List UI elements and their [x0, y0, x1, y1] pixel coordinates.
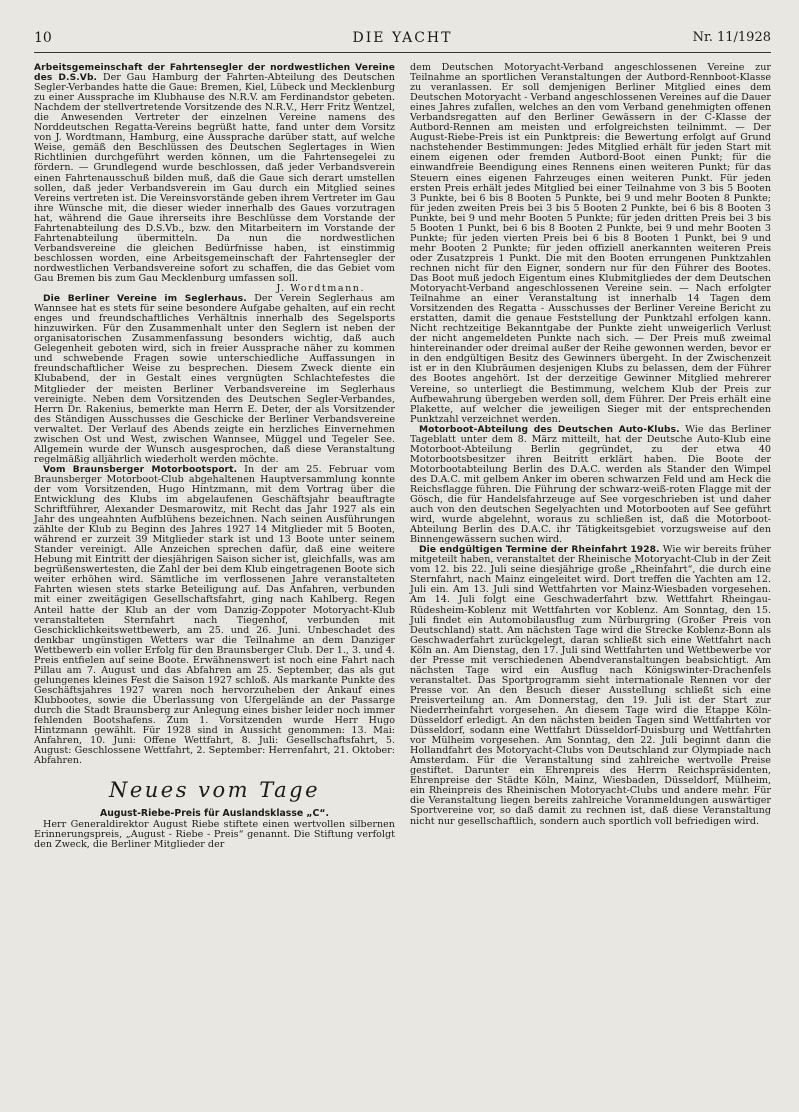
article-body: Der Verein Seglerhaus am Wannsee hat es stets für seine besondere Aufgabe gehalten, auf ein recht enges und freundschaftliches Verhältnis innerhalb des Segelsports hinzuwirken. Für den Zusammenhalt unter den Seglern ist neben der organisatorischen Zusammenfassung besonders wichtig, daß auch Gelegenheit geboten wird, sich in freier Aussprache näher zu kommen und schwebende Fragen sowie unterschiedliche Auffassungen in freundschaftlicher Weise zu besprechen. Diesem Zweck diente ein Klubabend, der in Gestalt eines vergnügten Schlachtefestes die Mitglieder der meisten Berliner Verbandsvereine im Seglerhaus vereinigte. Neben dem Vorsitzenden des Deutschen Segler-Verbandes, Herrn Dr. Rakenius, bemerkte man Herrn E. Deter, der als Vorsitzender des Ständigen Ausschusses die Geschicke der Berliner Verbandsvereine verwaltet. Der Verlauf des Abends zeigte ein herzliches Einvernehmen zwischen Ost und West, zwischen Wannsee, Müggel und Tegeler See. Allgemein wurde der Wunsch ausgesprochen, daß diese Veranstaltung regelmäßig alljährlich wiederholt werden möchte.	[34, 293, 395, 465]
text-columns	[34, 63, 771, 850]
article-heading: August-Riebe-Preis für Auslandsklasse „C“.	[100, 808, 329, 820]
article-riebe-preis: Herr Generaldirektor August Riebe stiftete einen wertvollen silbernen Erinnerungspreis, „August - Riebe - Preis“ genannt. Die Stiftung verfolgt den Zweck, die Berliner Mitglieder der	[34, 819, 395, 851]
article-heading: Arbeitsgemeinschaft der Fahrtensegler der nordwestlichen Vereine des D.S.Vb.	[34, 63, 395, 84]
article-body: In der am 25. Februar vom Braunsberger Motorboot-Club abgehaltenen Hauptversammlung konnte der vom Vorsitzenden, Hugo Hintzmann, mit dem Vortrag über die Entwicklung des Klubs im abgelaufenen Geschäftsjahr beauftragte Schriftführer, Alexander Desmarowitz, mit Recht das Jahr 1927 als ein Jahr des ungeahnten Aufblühens bezeichnen. Nach seinen Ausführungen zählte der Klub zu Beginn des Jahres 1927 14 Mitglieder mit 5 Booten, während er zurzeit 39 Mitglieder stark ist und 13 Boote unter seinem Stander vereinigt. Alle Anzeichen sprechen dafür, daß eine weitere Hebung mit Eintritt der diesjährigen Saison sicher ist, gleichfalls, was am begrüßenswertesten, die Zahl der bei dem Klub eingetragenen Boote sich weiter erhöhen wird. Sämtliche im verflossenen Jahre veranstalteten Fahrten wiesen stets starke Beteiligung auf. Das Anfahren, verbunden mit einer zweitägigen Gesellschaftsfahrt, ging nach Kahlberg. Regen Anteil hatte der Klub an der vom Danzig-Zoppoter Motoryacht-Klub veranstalteten Sternfahrt nach Tiegenhof, verbunden mit Geschicklichkeitswettbewerb, am 25. und 26. Juni. Unbeschadet des denkbar ungünstigen Wetters war die Teilnahme an dem Danziger Wettbewerb ein voller Erfolg für den Braunsberger Club. Der 1., 3. und 4. Preis entfielen auf seine Boote. Erwähnenswert ist noch eine Fahrt nach Pillau am 7. August und das Abfahren am 25. September, das als gut gelungenes kleines Fest die Saison 1927 schloß. Als markante Punkte des Geschäftsjahres 1927 waren noch hervorzuheben der Ankauf eines Klubbootes, sowie die Überlassung von Ufergelände an der Passarge durch die Stadt Braunsberg zur Anlegung eines bisher leider noch immer fehlenden Bootshafens. Zum 1. Vorsitzenden wurde Herr Hugo Hintzmann gewählt. Für 1928 sind in Aussicht genommen: 13. Mai: Anfahren, 10. Juni: Offene Wettfahrt, 8. Juli: Gesellschaftsfahrt, 5. August: Geschlossene Wettfahrt, 2. September: Herrenfahrt, 21. Oktober: Abfahren.	[34, 463, 395, 767]
magazine-title: DIE YACHT	[352, 30, 453, 46]
article-heading: Vom Braunsberger Motorbootsport.	[43, 464, 238, 475]
article-heading: Die endgültigen Termine der Rheinfahrt 1928.	[419, 545, 660, 556]
left-column	[34, 63, 395, 850]
article-fahrtensegler	[34, 63, 395, 284]
article-auto-klub	[410, 425, 771, 546]
article-seglerhaus	[34, 294, 395, 465]
page-number: 10	[34, 30, 52, 46]
article-body: Der Gau Hamburg der Fahrten-Abteilung des Deutschen Segler-Verbandes hatte die Gaue: Bremen, Kiel, Lübeck und Mecklenburg zu einer Aussprache im Klubhause des N.R.V. am Ferdinandstor gebeten. Nachdem der stellvertretende Vorsitzende des N.R.V., Herr Fritz Wentzel, die Anwesenden Vertreter der einzelnen Vereine namens des Norddeutschen Regatta-Vereins begrüßt hatte, fand unter dem Vorsitz von J. Wordtmann, Hamburg, eine Aussprache darüber statt, auf welche Weise, gemäß den Beschlüssen des Deutschen Seglertages in Wien Richtlinien durchgeführt werden können, um die Fahrtensegelei zu fördern. — Grundlegend wurde beschlossen, daß jeder Verbandsverein einen Fahrtenausschuß bilden muß, daß die Gaue sich derart umstellen sollen, daß jeder Verbandsverein im Gau durch ein Mitglied seines Vereins vertreten ist. Die Vereinsvorstände geben ihrem Vertreter im Gau ihre Wünsche mit, die dieser wieder innerhalb des Gaues vorzutragen hat, während die Gaue ihrerseits ihre Beschlüsse dem Vorstande der Fahrtenabteilung des D.S.Vb., bzw. den Mitarbeitern im Vorstande der Fahrtenabteilung übermitteln. Da nun die nordwestlichen Verbandsvereine die gleichen Bedürfnisse haben, ist einstimmig beschlossen worden, eine Arbeitsgemeinschaft der Fahrtensegler der nordwestlichen Verbandsvereine sofort zu schaffen, die das Gebiet vom Gau Bremen bis zum Gau Mecklenburg umfassen soll.	[34, 72, 395, 284]
article-body: Wie das Berliner Tageblatt unter dem 8. März mitteilt, hat der Deutsche Auto-Klub eine Motorboot-Abteilung Berlin gegründet, zu der etwa 40 Motorbootsbesitzer ihren Beitritt erklärt haben. Die Boote der Motorbootabteilung Berlin des D.A.C. werden als Stander den Wimpel des D.A.C. mit gelbem Anker im oberen schwarzen Feld und am Heck die Reichsflagge führen. Die Führung der schwarz-weiß-roten Flagge mit der Gösch, die für Handelsfahrzeuge auf See vorgeschrieben ist und daher auch von den deutschen Segelyachten und Motorbooten auf See geführt wird, wurde abgelehnt, woraus zu schließen ist, daß die Motorboot-Abteilung Berlin des D.A.C. ihr Tätigkeitsgebiet vorzugsweise auf den Binnengewässern suchen wird.	[410, 423, 771, 546]
issue-number: Nr. 11/1928	[692, 30, 771, 45]
article-heading: Die Berliner Vereine im Seglerhaus.	[43, 294, 247, 305]
author-signature: J. Wordtmann.	[276, 283, 365, 295]
page-header	[34, 30, 771, 53]
article-riebe-preis-continued: dem Deutschen Motoryacht-Verband angeschlossenen Vereine zur Teilnahme an sportlichen Veranstaltungen der Autbord-Rennboot-Klasse zu veranlassen. Er soll demjenigen Berliner Mitglied eines dem Deutschen Motoryacht - Verband angeschlossenen Vereines auf die Dauer eines Jahres zufallen, welches an den vom Verband genehmigten offenen Verbandsregatten auf den Berliner Gewässern in der C-Klasse der Autbord-Rennen am meisten und erfolgreichsten teilnimmt. — Der August-Riebe-Preis ist ein Punktpreis: die Bewertung erfolgt auf Grund nachstehender Bestimmungen: Jedes Mitglied erhält für jeden Start mit einem eigenen oder fremden Autbord-Boot einen Punkt; für die einwandfreie Beendigung eines Rennens einen weiteren Punkt; für das Steuern eines eigenen Fahrzeuges einen weiteren Punkt. Für jeden ersten Preis erhält jedes Mitglied bei einer Teilnahme von 3 bis 5 Booten 3 Punkte, bei 6 bis 8 Booten 5 Punkte, bei 9 und mehr Booten 8 Punkte; für jeden zweiten Preis bei 3 bis 5 Booten 2 Punkte, bei 6 bis 8 Booten 3 Punkte, bei 9 und mehr Booten 5 Punkte; für jeden dritten Preis bei 3 bis 5 Booten 1 Punkt, bei 6 bis 8 Booten 2 Punkte, bei 9 und mehr Booten 3 Punkte; für jeden vierten Preis bei 6 bis 8 Booten 1 Punkt, bei 9 und mehr Booten 2 Punkte; für jeden offiziell anerkannten weiteren Preis oder Zusatzpreis 1 Punkt. Die mit den Booten errungenen Punktzahlen rechnen nicht für den Eigner, sondern nur für den Führer des Bootes. Das Boot muß jedoch Eigentum eines Klubmitgliedes der dem Deutschen Motoryacht-Verband angeschlossenen Vereine sein. — Nach erfolgter Teilnahme an einer Veranstaltung ist innerhalb 14 Tagen dem Vorsitzenden des Regatta - Ausschusses der Berliner Vereine Bericht zu erstatten, damit die genaue Feststellung der Punktzahl erfolgen kann. Nicht rechtzeitige Bekanntgabe der Punkte zieht unweigerlich Verlust der nicht angemeldeten Punkte nach sich. — Der Preis muß zweimal hintereinander oder dreimal außer der Reihe gewonnen werden, bevor er in den endgültigen Besitz des Gewinners übergeht. In der Zwischenzeit ist er in den Klubräumen desjenigen Klubs zu belassen, dem der Führer des Bootes angehört. Ist der derzeitige Gewinner Mitglied mehrerer Vereine, so unterliegt die Bestimmung, welchem Klub der Preis zur Aufbewahrung übergeben werden soll, dem Führer. Der Preis erhält eine Plakette, auf welcher die jeweiligen Sieger mit der entsprechenden Punktzahl verzeichnet werden.	[410, 62, 771, 425]
article-braunsberg	[34, 465, 395, 766]
article-rheinfahrt	[410, 545, 771, 826]
article-body: Wie wir bereits früher mitgeteilt haben, veranstaltet der Rheinische Motoryacht-Club in der Zeit vom 12. bis 22. Juli seine diesjährige große „Rheinfahrt“, die durch eine Sternfahrt, nach Mainz eingeleitet wird. Dort treffen die Yachten am 12. Juli ein. Am 13. Juli sind Wettfahrten vor Mainz-Wiesbaden vorgesehen. Am 14. Juli folgt eine Geschwaderfahrt bzw. Wettfahrt Rheingau-Rüdesheim-Koblenz mit Wettfahrten vor Koblenz. Am Sonntag, den 15. Juli findet ein Automobilausflug zum Nürburgring (Großer Preis von Deutschland) statt. Am nächsten Tage wird die Strecke Koblenz-Bonn als Geschwaderfahrt zurückgelegt, daran schließt sich eine Wettfahrt nach Köln an. Am Dienstag, den 17. Juli sind Wettfahrten und Wettbewerbe vor der Presse mit verschiedenen Abendveranstaltungen beabsichtigt. Am nächsten Tage wird ein Ausflug nach Königswinter-Drachenfels veranstaltet. Das Sportprogramm sieht internationale Rennen vor der Presse vor. An den Besuch dieser Ausstellung schließt sich eine Preisverteilung an. Am Donnerstag, den 19. Juli ist der Start zur Niederrheinfahrt vorgesehen. An diesem Tage wird die Etappe Köln-Düsseldorf erledigt. An den nächsten beiden Tagen sind Wettfahrten vor Düsseldorf, sodann eine Wettfahrt Düsseldorf-Duisburg und Wettfahrten vor Mülheim vorgesehen. Am Sonntag, den 22. Juli beginnt dann die Hollandfahrt des Motoryacht-Clubs von Deutschland zur Olympiade nach Amsterdam. Für die Veranstaltung sind zahlreiche wertvolle Preise gestiftet. Darunter ein Ehrenpreis des Herrn Reichspräsidenten, Ehrenpreise der Städte Köln, Mainz, Wiesbaden, Düsseldorf, Mülheim, ein Rheinpreis des Rheinischen Motoryacht-Clubs und andere mehr. Für die Veranstaltung liegen bereits zahlreiche Voranmeldungen auswärtiger Sportvereine vor, so daß damit zu rechnen ist, daß diese Veranstaltung nicht nur gesellschaftlich, sondern auch sportlich voll befriedigen wird.	[410, 544, 771, 827]
article-heading: Motorboot-Abteilung des Deutschen Auto-Klubs.	[419, 424, 680, 435]
right-column	[410, 63, 771, 850]
section-title: Neues vom Tage	[108, 778, 321, 803]
